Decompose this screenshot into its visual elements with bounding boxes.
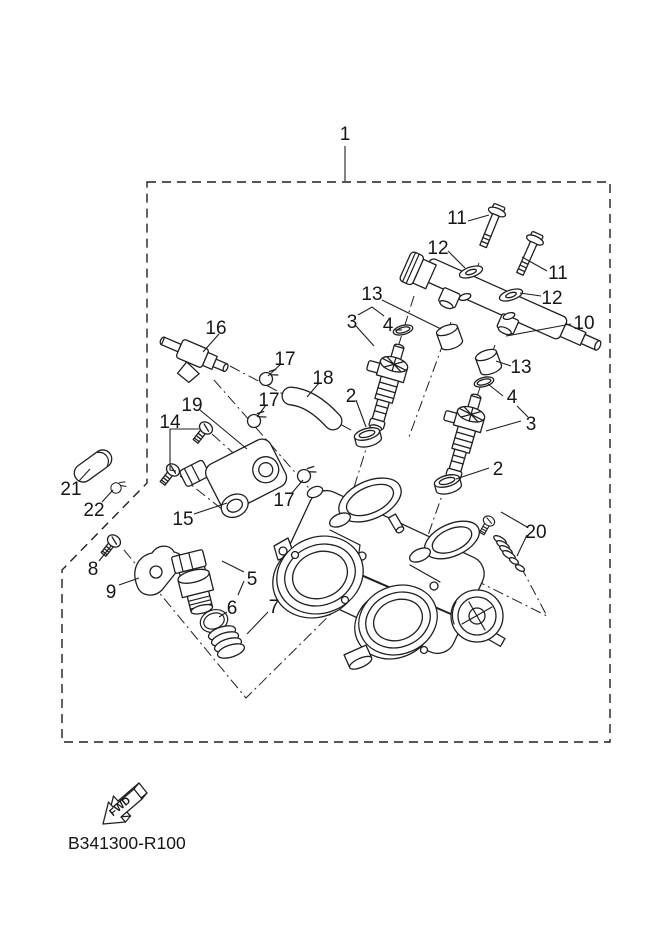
callout-9: 9	[105, 582, 117, 603]
callout-11-a: 11	[447, 208, 467, 229]
callout-8: 8	[87, 559, 99, 580]
callout-17-c: 17	[273, 490, 295, 511]
callout-15: 15	[172, 509, 194, 530]
callout-16: 16	[205, 318, 227, 339]
rail-cushion	[435, 322, 464, 352]
injector-seal	[433, 472, 463, 496]
rail-bolt	[475, 202, 508, 250]
fuel-injector-left	[351, 338, 413, 434]
fuel-injector-right	[428, 388, 490, 484]
hose-clamp	[258, 367, 278, 387]
callout-6: 6	[226, 598, 238, 619]
injector-seal	[353, 425, 383, 449]
fwd-arrow-icon	[103, 783, 147, 824]
fwd-label: FWD	[107, 794, 134, 819]
sensor-part5	[171, 549, 218, 617]
callout-1: 1	[339, 124, 351, 145]
fuel-rail-part10	[399, 251, 603, 353]
callout-13-a: 13	[361, 284, 383, 305]
callout-2-a: 2	[345, 386, 357, 407]
callout-17-a: 17	[274, 349, 296, 370]
callout-12-b: 12	[541, 288, 563, 309]
diagram-code: B341300-R100	[68, 833, 186, 853]
rail-bolt	[512, 230, 546, 278]
callout-18: 18	[312, 368, 334, 389]
callout-12-a: 12	[427, 238, 449, 259]
sensor-screw	[190, 419, 215, 445]
hose-joint-part16	[150, 331, 232, 394]
throttle-body-assembly	[261, 469, 505, 672]
callout-13-b: 13	[510, 357, 532, 378]
callout-7: 7	[268, 597, 280, 618]
hose-part18	[291, 396, 333, 421]
callout-5: 5	[246, 569, 258, 590]
hose-clamp	[296, 464, 316, 484]
callout-14: 14	[159, 412, 181, 433]
callout-3-b: 3	[525, 414, 537, 435]
callout-11-b: 11	[548, 263, 568, 284]
callout-17-b: 17	[258, 390, 280, 411]
callout-4-a: 4	[382, 315, 394, 336]
throttle-pulley	[451, 590, 505, 646]
callout-3-a: 3	[346, 312, 358, 333]
callout-2-b: 2	[492, 459, 504, 480]
bracket-screw-part8	[98, 532, 123, 558]
callout-10: 10	[573, 313, 595, 334]
callout-19: 19	[181, 395, 203, 416]
callout-22: 22	[83, 500, 105, 521]
adjuster-set-part20	[477, 514, 526, 573]
callout-4-b: 4	[506, 387, 518, 408]
hose-clamp	[246, 409, 266, 429]
callout-20: 20	[525, 522, 547, 543]
sensor-part15	[179, 429, 293, 531]
wire-clamp-part22	[109, 478, 127, 496]
callout-21: 21	[60, 479, 82, 500]
